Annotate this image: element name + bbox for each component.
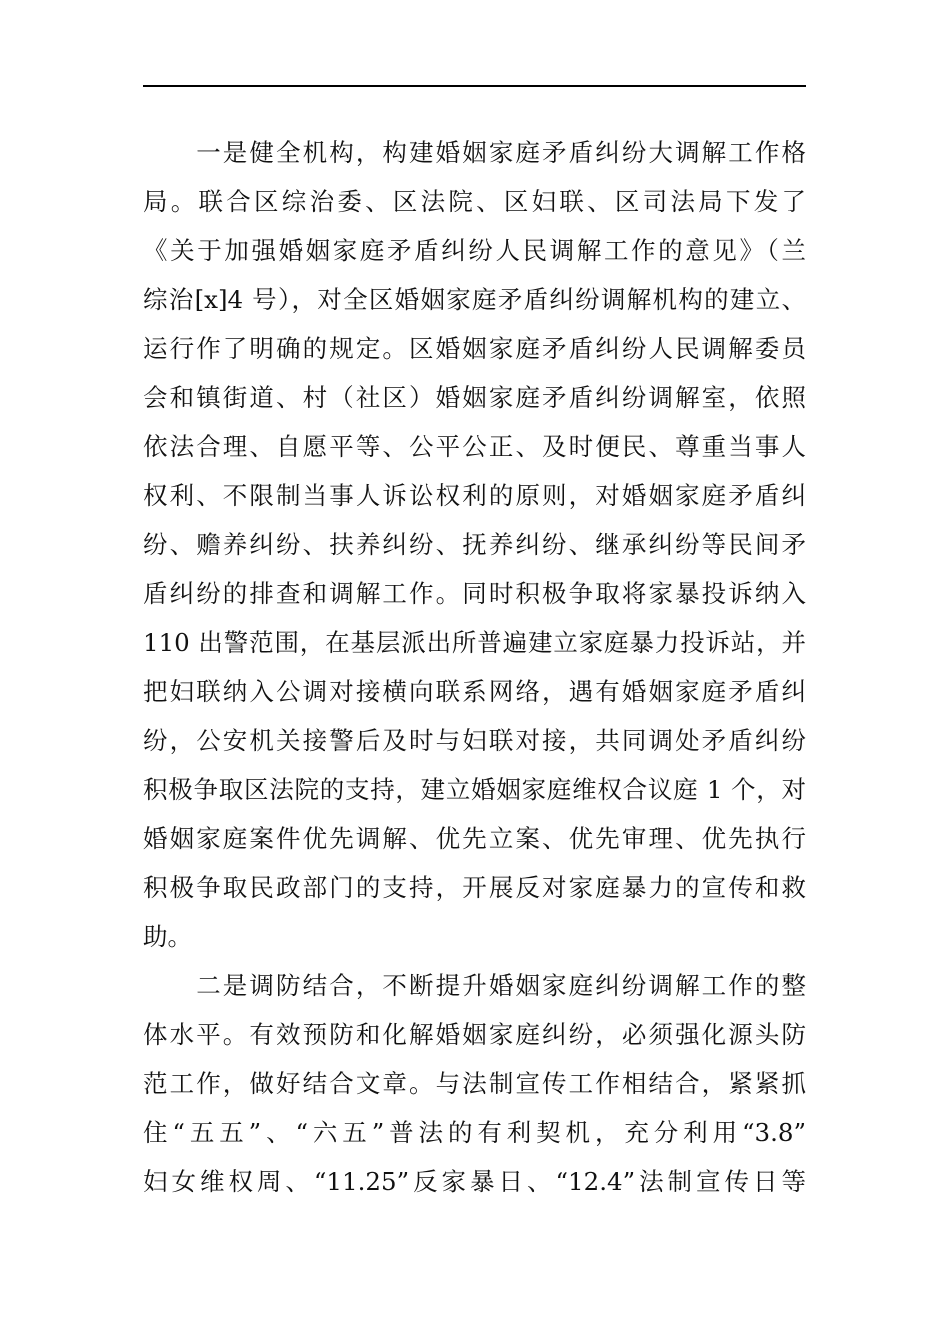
paragraph-1-line: 婚姻家庭案件优先调解、优先立案、优先审理、优先执行 [143,824,806,853]
paragraph-2-line: 住“五五”、“六五”普法的有利契机，充分利用“3.8” [143,1118,806,1147]
paragraph-1-line: 110 出警范围，在基层派出所普遍建立家庭暴力投诉站，并 [143,628,806,657]
paragraph-2-line: 范工作，做好结合文章。与法制宣传工作相结合，紧紧抓 [143,1069,806,1098]
paragraph-2-line: 妇女维权周、“11.25”反家暴日、“12.4”法制宣传日等 [143,1167,806,1196]
paragraph-1-line: 局。联合区综治委、区法院、区妇联、区司法局下发了 [143,187,806,216]
paragraph-1-line: 《关于加强婚姻家庭矛盾纠纷人民调解工作的意见》（兰 [143,236,806,265]
paragraph-1-line: 纷、赡养纠纷、扶养纠纷、抚养纠纷、继承纠纷等民间矛 [143,530,806,559]
paragraph-1-line: 运行作了明确的规定。区婚姻家庭矛盾纠纷人民调解委员 [143,334,806,363]
paragraph-1-line: 纷，公安机关接警后及时与妇联对接，共同调处矛盾纠纷 [143,726,806,755]
paragraph-1-line: 依法合理、自愿平等、公平公正、及时便民、尊重当事人 [143,432,806,461]
paragraph-1-line: 权利、不限制当事人诉讼权利的原则，对婚姻家庭矛盾纠 [143,481,806,510]
paragraph-2-line: 二是调防结合，不断提升婚姻家庭纠纷调解工作的整 [143,971,806,1000]
paragraph-1-line: 一是健全机构，构建婚姻家庭矛盾纠纷大调解工作格 [143,138,806,167]
paragraph-1-line: 积极争取区法院的支持，建立婚姻家庭维权合议庭 1 个，对 [143,775,806,804]
paragraph-1-line: 盾纠纷的排查和调解工作。同时积极争取将家暴投诉纳入 [143,579,806,608]
paragraph-1-line: 积极争取民政部门的支持，开展反对家庭暴力的宣传和救 [143,873,806,902]
body-text [143,128,806,1206]
paragraph-1-line: 助。 [143,922,192,951]
paragraph-1-line: 综治[x]4 号），对全区婚姻家庭矛盾纠纷调解机构的建立、 [143,285,806,314]
header-rule [143,85,806,87]
paragraph-1-line: 会和镇街道、村（社区）婚姻家庭矛盾纠纷调解室，依照 [143,383,806,412]
paragraph-2-line: 体水平。有效预防和化解婚姻家庭纠纷，必须强化源头防 [143,1020,806,1049]
paragraph-1-line: 把妇联纳入公调对接横向联系网络，遇有婚姻家庭矛盾纠 [143,677,806,706]
